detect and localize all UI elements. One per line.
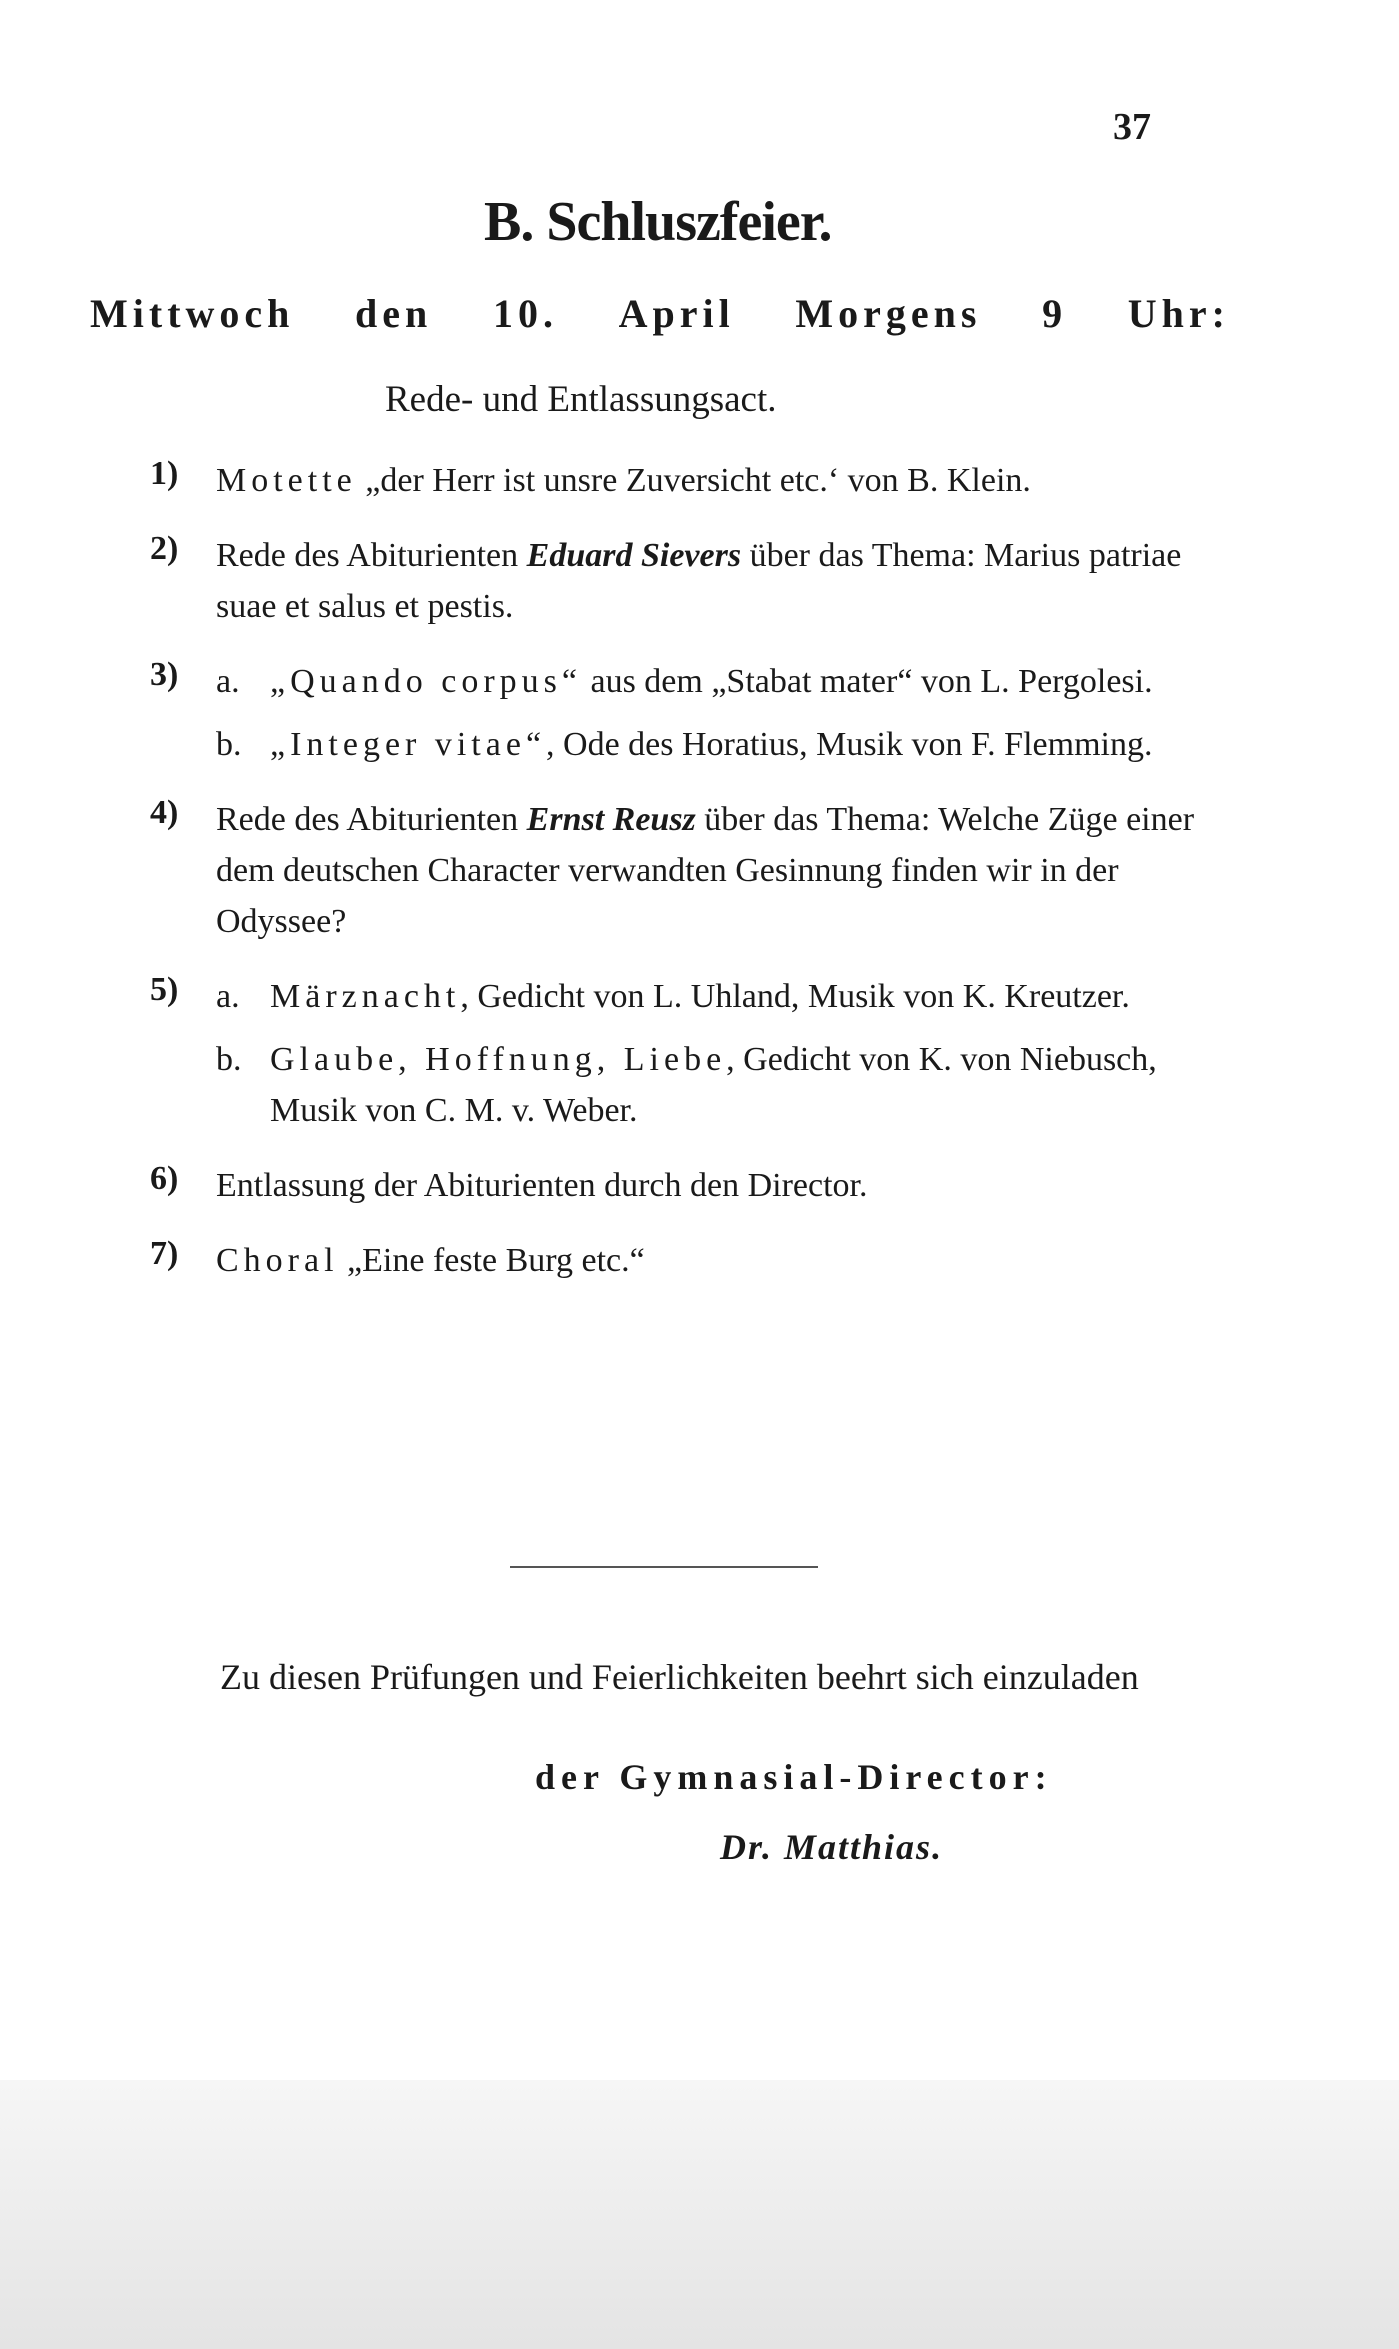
program-item bbox=[150, 971, 1230, 1136]
program-item-body bbox=[216, 530, 1230, 632]
program-text-segment: , Ode des Horatius, Musik von F. Flemming. bbox=[546, 726, 1153, 763]
dateline-article: den bbox=[355, 291, 433, 336]
program-text-segment: „Eine feste Burg etc.“ bbox=[338, 1242, 645, 1279]
program-item-number: 1) bbox=[150, 455, 179, 492]
program-item-body bbox=[216, 971, 1230, 1136]
section-title: B. Schluszfeier. bbox=[484, 191, 832, 253]
program-item bbox=[150, 656, 1230, 770]
program-text-segment: Rede des Abiturienten bbox=[216, 801, 527, 838]
program-text-segment: „der Herr ist unsre Zuversicht etc.‘ von B. Klein. bbox=[356, 462, 1031, 499]
program-item-number: 6) bbox=[150, 1160, 179, 1197]
dateline-unit: Uhr: bbox=[1127, 291, 1230, 336]
program-subitem bbox=[216, 656, 1230, 707]
program-item-number: 7) bbox=[150, 1235, 179, 1272]
program-subitem bbox=[216, 971, 1230, 1022]
page-number: 37 bbox=[1113, 106, 1151, 148]
program-item-number: 4) bbox=[150, 794, 179, 831]
program-item-number: 5) bbox=[150, 971, 179, 1008]
program-subitem bbox=[216, 1034, 1230, 1136]
program-text-segment: Glaube, Hoffnung, Liebe bbox=[270, 1041, 727, 1078]
program-text-segment: Motette bbox=[216, 462, 357, 499]
divider-rule bbox=[510, 1566, 818, 1568]
dateline-hour: 9 bbox=[1042, 291, 1068, 336]
signature-title: der Gymnasial-Director: bbox=[535, 1757, 1053, 1797]
program-item-body bbox=[216, 1235, 1230, 1286]
program-text-segment: Ernst Reusz bbox=[526, 801, 696, 838]
program-item-body bbox=[216, 455, 1230, 506]
dateline-date: 10. bbox=[492, 291, 558, 336]
program-text-segment: Choral bbox=[216, 1242, 339, 1279]
program-item-body bbox=[216, 656, 1230, 770]
dateline-day: Mittwoch bbox=[90, 291, 295, 336]
signature-name: Dr. Matthias. bbox=[720, 1827, 944, 1867]
program-text-segment: „Quando corpus“ bbox=[270, 663, 582, 700]
program-subitem-text bbox=[270, 656, 1153, 707]
program-text-segment: Märznacht bbox=[270, 978, 461, 1015]
program-text-segment: , Gedicht von K. von Niebusch, Musik von C. M. v. Weber. bbox=[270, 1041, 1157, 1129]
program-item-body bbox=[216, 794, 1230, 947]
program-text-segment: Eduard Sievers bbox=[526, 537, 742, 574]
program-item bbox=[150, 455, 1230, 506]
program-item bbox=[150, 1160, 1230, 1211]
program-text-segment: „Integer vitae“ bbox=[270, 726, 547, 763]
program-subitem bbox=[216, 719, 1230, 770]
closing-invitation: Zu diesen Prüfungen und Feierlichkeiten beehrt sich einzuladen bbox=[220, 1657, 1139, 1697]
dateline-month: April bbox=[618, 291, 735, 336]
program-item-body bbox=[216, 1160, 1230, 1211]
program-text-segment: über das Thema: Marius patriae suae et salus et pestis. bbox=[216, 537, 1182, 625]
program-text-segment: Rede des Abiturienten bbox=[216, 537, 527, 574]
program-text-segment: über das Thema: Welche Züge einer dem deutschen Character verwandten Gesinnung finden wir in der Odyssee? bbox=[216, 801, 1195, 940]
program-subitem-label: b. bbox=[216, 1041, 242, 1078]
program-item bbox=[150, 1235, 1230, 1286]
program-item-number: 3) bbox=[150, 656, 179, 693]
program-subitem-text bbox=[270, 1034, 1230, 1136]
program-subitem-text bbox=[270, 719, 1152, 770]
program-item bbox=[150, 530, 1230, 632]
subtitle: Rede- und Entlassungsact. bbox=[385, 379, 777, 420]
program-list bbox=[150, 455, 1230, 1310]
program-text-segment: Entlassung der Abiturienten durch den Director. bbox=[216, 1167, 868, 1204]
program-subitem-label: a. bbox=[216, 978, 240, 1015]
program-text-segment: aus dem „Stabat mater“ von L. Pergolesi. bbox=[581, 663, 1153, 700]
dateline-time-of-day: Morgens bbox=[795, 291, 982, 336]
program-item-number: 2) bbox=[150, 530, 179, 567]
program-subitem-label: b. bbox=[216, 726, 242, 763]
program-subitem-text bbox=[270, 971, 1130, 1022]
program-item bbox=[150, 794, 1230, 947]
program-subitem-label: a. bbox=[216, 663, 240, 700]
page-bottom-shade bbox=[0, 2080, 1399, 2349]
program-text-segment: , Gedicht von L. Uhland, Musik von K. Kreutzer. bbox=[460, 978, 1130, 1015]
dateline bbox=[90, 290, 1230, 337]
